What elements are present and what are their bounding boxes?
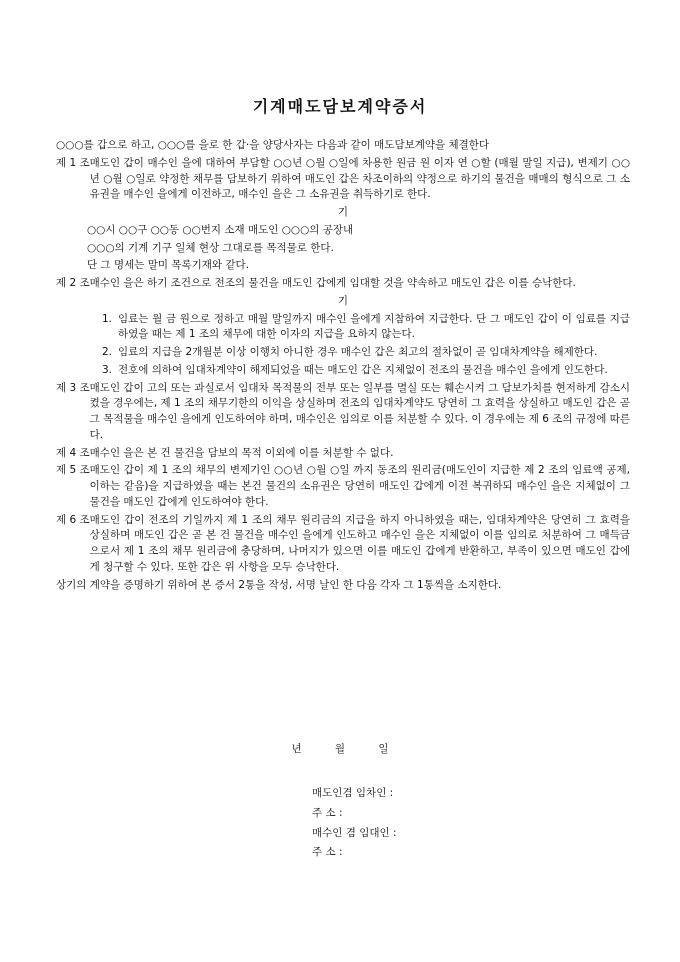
article-6	[56, 513, 630, 576]
buyer-address-label: 주 소 :	[312, 846, 343, 859]
signature-block	[312, 786, 532, 865]
item-number: 3.	[102, 363, 113, 376]
article-2	[56, 276, 630, 292]
item-text: 전호에 의하여 임대차계약이 해제되었을 때는 매도인 갑은 지체없이 전조의 물건을 매수인 을에게 인도한다.	[118, 363, 608, 376]
document-title: 기계매도담보계약증서	[252, 97, 428, 116]
item-number: 2.	[102, 346, 113, 358]
article-number: 제 4 조	[56, 446, 90, 459]
item-text: 임료는 월 금 원으로 정하고 매월 말일까지 매수인 을에게 지참하여 지급한다. 단 그 매도인 갑이 이 임료를 지급하였을 때는 제 1 조의 채무에 대한 이자의 지급을 요하지 않는다.	[118, 312, 630, 341]
article-text: 매도인 갑이 매수인 을에 대하여 부담할 ○○년 ○월 ○일에 차용한 원금 원 이자 연 ○할 (매월 말일 지급), 변제기 ○○년 ○월 ○일로 약정한 채무를 담보하기 위하여 매도인 갑은 차조이하의 약정으로 하기의 물건을 매매의 형식으로 그 소유권을 매수인 을에게 이전하고, 매수인 을은 그 소유권을 취득하기로 한다.	[89, 156, 630, 201]
article-text: 매도인 갑이 고의 또는 과실로서 임대차 목적물의 전부 또는 일부를 멸실 또는 훼손시켜 그 담보가치를 현저하게 감소시켰을 경우에는, 제 1 조의 채무기한의 이익을 상실하며 전조의 임대차계약도 당연히 그 효력을 상실하고 매도인 갑은 곧 그 목적물을 매수인 을에게 인도하여야 하며, 매수인은 임의로 이를 처분할 수 있다. 이 경우에는 제 6 조의 규정에 따른다.	[89, 381, 630, 441]
seller-address-label: 주 소 :	[312, 806, 343, 819]
condition-item	[102, 363, 630, 379]
item-text: 임료의 지급을 2개월분 이상 이행치 아니한 경우 매수인 갑은 최고의 절차없이 곧 임대차계약을 해제한다.	[118, 346, 598, 358]
gi-heading: 기	[337, 294, 349, 307]
article-number: 제 2 조	[56, 277, 90, 289]
gi-heading: 기	[337, 206, 349, 218]
intro-paragraph: ○○○를 갑으로 하고, ○○○를 을로 한 갑·을 양당사자는 다음과 같이 매도담보계약을 체결한다	[56, 139, 490, 151]
article-number: 제 6 조	[56, 513, 90, 526]
article-text: 매도인 갑이 전조의 기일까지 제 1 조의 채무 원리금의 지급을 하지 아니하였을 때는, 임대차계약은 당연히 그 효력을 상실하며 매도인 갑은 곧 본 건 물건을 매수인 을에게 인도하고 매수인 을은 지체없이 이를 임의로 처분하여 그 매득금으로서 제 1 조의 채무 원리금에 충당하며, 나머지가 있으면 이를 매도인 갑에게 반환하고, 부족이 있으면 매도인 갑에게 청구할 수 있다. 또한 갑은 위 사항을 모두 승낙한다.	[89, 513, 630, 573]
closing-paragraph: 상기의 계약을 증명하기 위하여 본 증서 2통을 작성, 서명 날인 한 다음 각자 그 1통씩을 소지한다.	[56, 578, 502, 591]
buyer-label: 매수인 겸 임대인 :	[312, 826, 397, 839]
date-line: 년 월 일	[291, 743, 389, 755]
article-3	[56, 381, 630, 444]
article-number: 제 1 조	[56, 156, 90, 169]
contract-body	[56, 138, 630, 595]
item-number: 1.	[102, 312, 113, 325]
article-number: 제 3 조	[56, 381, 90, 394]
seller-label: 매도인겸 임차인 :	[312, 787, 394, 799]
article-text: 매수인 을은 하기 조건으로 전조의 물건을 매도인 갑에게 임대할 것을 약속하고 매도인 갑은 이를 승낙한다.	[89, 277, 576, 289]
article-4	[56, 446, 630, 462]
article-text: 매수인 을은 본 건 물건을 담보의 목적 이외에 이를 처분할 수 없다.	[89, 446, 394, 459]
article-number: 제 5 조	[56, 464, 90, 477]
list-line: 단 그 명세는 말미 목록기재와 같다.	[87, 259, 250, 272]
list-line: ○○○의 기계 기구 일체 현상 그대로를 목적물로 한다.	[87, 241, 334, 254]
article-1	[56, 156, 630, 203]
condition-item	[102, 345, 630, 361]
article-5	[56, 463, 630, 510]
list-line: ○○시 ○○구 ○○동 ○○번지 소재 매도인 ○○○의 공장내	[87, 223, 354, 236]
article-text: 매도인 갑이 제 1 조의 채무의 변제기인 ○○년 ○월 ○일 까지 동조의 원리금(매도인이 지급한 제 2 조의 임료액 공제, 이하는 같음)을 지급하였을 때는 본건 물건의 소유권은 당연히 매도인 갑에게 이전 복귀하되 매수인 을은 지체없이 그 물건을 매도인 갑에게 인도하여야 한다.	[89, 464, 630, 508]
condition-item	[102, 312, 630, 344]
